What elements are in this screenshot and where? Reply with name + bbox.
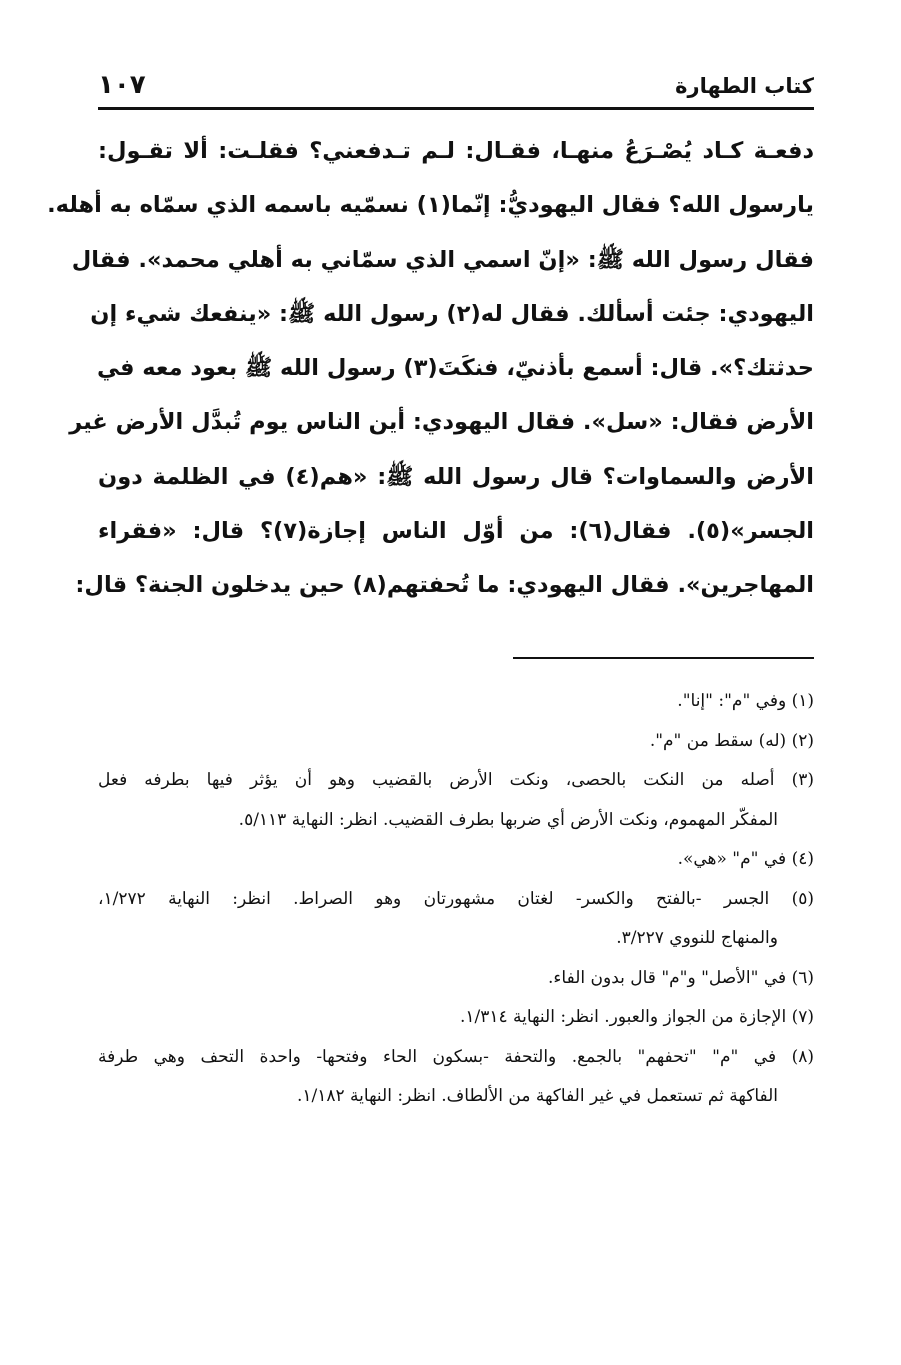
main-text-line: الجسر»(٥). فقال(٦): من أوّل الناس إجازة(٧)؟ قال: «فقراء [98,518,814,545]
running-title: كتاب الطهارة [675,74,814,98]
main-text-line: يارسول الله؟ فقال اليهوديُّ: إنّما(١) نسمّيه باسمه الذي سمّاه به أهله. [47,192,814,219]
footnote-2: (٢) (له) سقط من "م". [649,730,814,751]
footnote-6: (٦) في "الأصل" و"م" قال بدون الفاء. [548,967,814,988]
footnote-4: (٤) في "م" «هي». [677,849,814,869]
main-text [47,124,814,613]
page-header [98,72,814,108]
footnote-8-continued: الفاكهة ثم تستعمل في غير الفاكهة من الألطاف. انظر: النهاية ١/١٨٢. [296,1086,778,1106]
main-text-line: الأرض والسماوات؟ قال رسول الله ﷺ: «هم(٤) في الظلمة دون [98,463,814,490]
main-text-line: المهاجرين». فقال اليهودي: ما تُحفتهم(٨) حين يدخلون الجنة؟ قال: [75,572,814,599]
main-text-line: دفعـة كـاد يُصْـرَعُ منهـا، فقـال: لـم تـدفعني؟ فقلـت: ألا تقـول: [98,138,814,164]
page-number: ١٠٧ [98,70,146,100]
footnote-5: (٥) الجسر -بالفتح والكسر- لغتان مشهورتان وهو الصراط. انظر: النهاية ١/٢٧٢، [98,888,814,909]
footnote-5-continued: والمنهاج للنووي ٣/٢٢٧. [616,928,778,948]
footnote-1: (١) وفي "م": "إنا". [677,691,814,711]
footnote-3: (٣) أصله من النكت بالحصى، ونكت الأرض بالقضيب وهو أن يؤثر فيها بطرفه فعل [98,770,814,790]
header-rule [98,107,814,110]
footnotes [98,682,814,1117]
footnote-3-continued: المفكّر المهموم، ونكت الأرض أي ضربها بطرف القضيب. انظر: النهاية ٥/١١٣. [238,809,778,830]
main-text-line: فقال رسول الله ﷺ: «إنّ اسمي الذي سمّاني به أهلي محمد». فقال [71,246,814,273]
footnote-separator [513,657,814,659]
main-text-line: الأرض فقال: «سل». فقال اليهودي: أين الناس يوم تُبدَّل الأرض غير [69,409,814,436]
main-text-line: اليهودي: جئت أسألك. فقال له(٢) رسول الله ﷺ: «ينفعك شيء إن [90,300,814,327]
footnote-7: (٧) الإجازة من الجواز والعبور. انظر: النهاية ١/٣١٤. [459,1007,814,1027]
footnote-8: (٨) في "م" "تحفهم" بالجمع. والتحفة -بسكون الحاء وفتحها- واحدة التحف وهي طرفة [98,1046,814,1067]
main-text-line: حدثتك؟». قال: أسمع بأذنيّ، فنكَتَ(٣) رسول الله ﷺ بعود معه في [96,355,814,382]
